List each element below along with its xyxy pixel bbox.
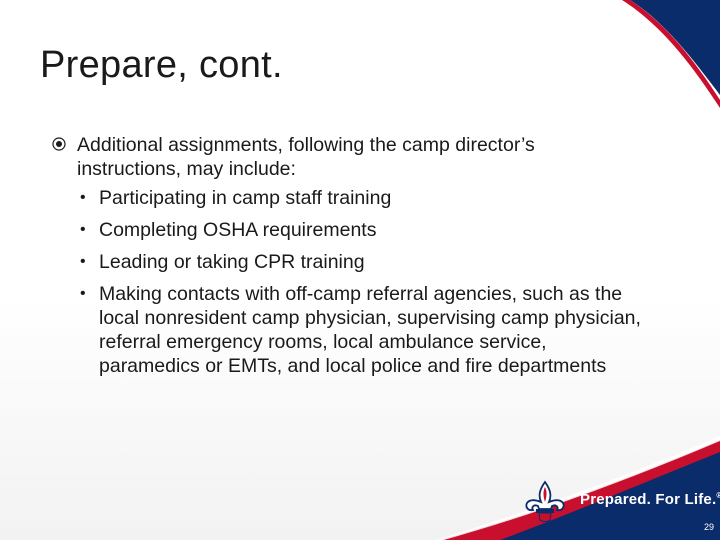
sub-item-osha	[77, 218, 642, 242]
sub-item-text: Leading or taking CPR training	[99, 251, 365, 273]
sub-item-text: Participating in camp staff training	[99, 187, 392, 209]
sub-item-text: Completing OSHA requirements	[99, 219, 377, 241]
sub-list	[77, 186, 642, 378]
circle-bullet-icon	[52, 137, 66, 151]
sub-item-text: Making contacts with off-camp referral agencies, such as the local nonresident camp physician, supervising camp physician, referral emergency rooms, local ambulance service, paramedics or EMTs, and local police and fire departments	[99, 283, 641, 377]
fleur-de-lis-icon	[522, 480, 568, 522]
slide-title: Prepare, cont.	[40, 44, 283, 86]
brand-tagline: Prepared. For Life.®	[580, 491, 722, 508]
dot-bullet-icon: •	[80, 285, 86, 302]
dot-bullet-icon: •	[80, 221, 86, 238]
brand-logo	[522, 480, 722, 522]
dot-bullet-icon: •	[80, 253, 86, 270]
dot-bullet-icon: •	[80, 189, 86, 206]
main-bullet	[52, 133, 642, 378]
registered-mark: ®	[716, 491, 722, 500]
sub-item-staff-training	[77, 186, 642, 210]
page-number: 29	[703, 522, 714, 532]
slide-content	[52, 133, 642, 386]
intro-text: Additional assignments, following the camp director’s instructions, may include:	[77, 134, 535, 180]
sub-item-cpr	[77, 250, 642, 274]
sub-item-referral-contacts	[77, 282, 642, 378]
